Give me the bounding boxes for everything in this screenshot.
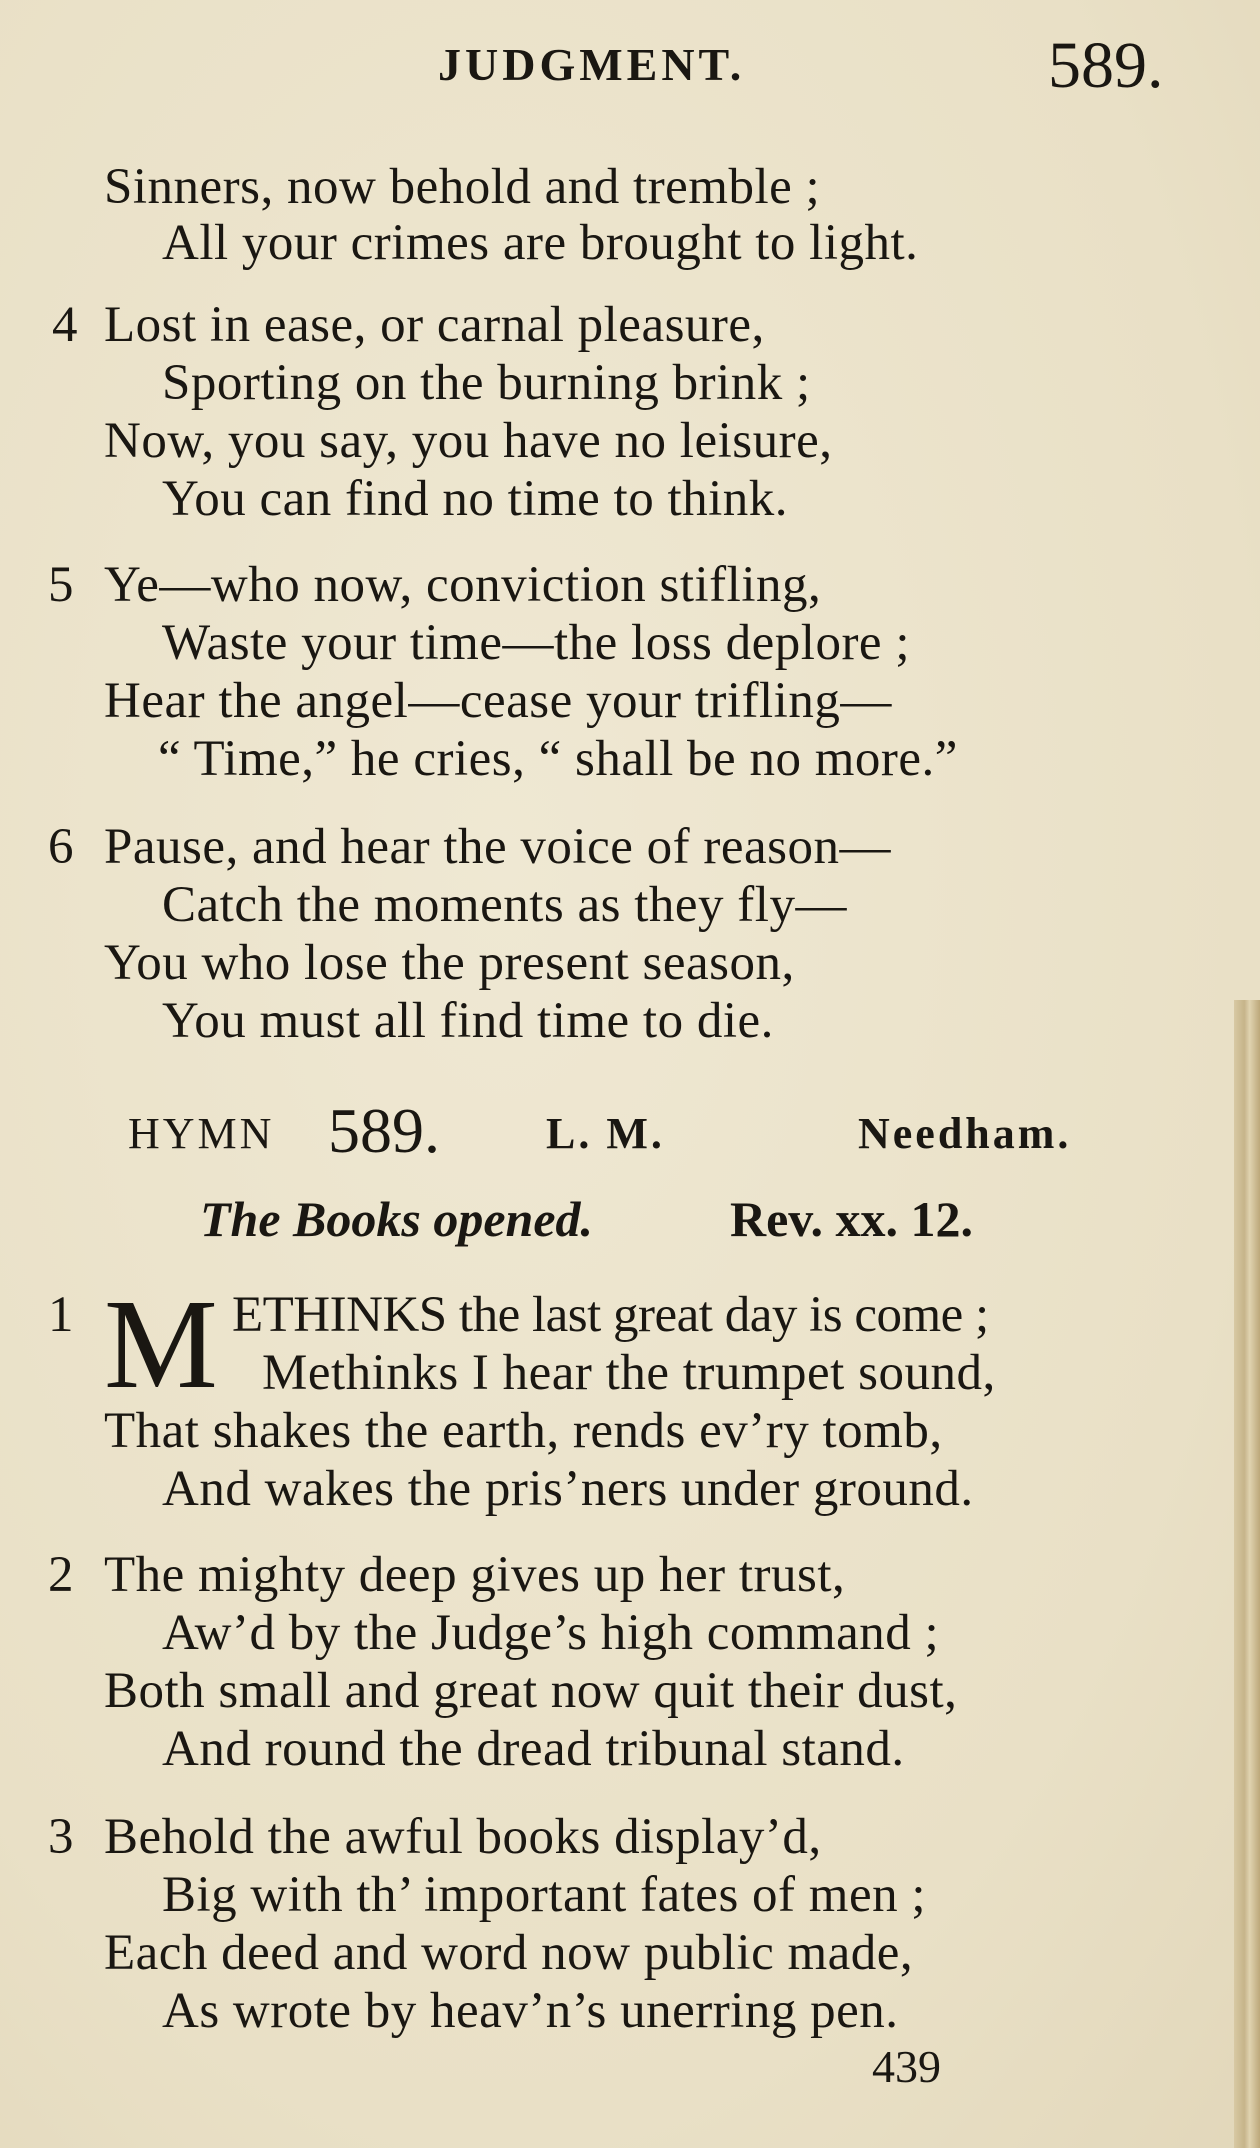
- hymn-tune: Needham.: [858, 1109, 1072, 1158]
- verse-line: ETHINKS the last great day is come ;: [232, 1287, 989, 1343]
- hymn-subtitle: The Books opened.: [200, 1191, 594, 1247]
- verse-line: Pause, and hear the voice of reason—: [104, 819, 891, 875]
- verse-line: Waste your time—the loss deplore ;: [162, 615, 910, 671]
- verse-line: You can find no time to think.: [162, 471, 789, 527]
- hymn-meter: L. M.: [546, 1109, 665, 1158]
- hymn-heading: [0, 1095, 1260, 1168]
- verse-line: Both small and great now quit their dust,: [104, 1663, 958, 1719]
- verse-line: Hear the angel—cease your trifling—: [104, 673, 892, 729]
- hymn-number: 589.: [328, 1095, 440, 1166]
- verse-line: Methinks I hear the trumpet sound,: [262, 1345, 996, 1401]
- verse-line: Sporting on the burning brink ;: [162, 355, 811, 411]
- verse-line: Sinners, now behold and tremble ;: [104, 159, 821, 215]
- running-head: JUDGMENT.: [438, 39, 746, 90]
- verse-line: As wrote by heav’n’s unerring pen.: [162, 1983, 899, 2039]
- verse-line: Big with th’ important fates of men ;: [162, 1867, 927, 1923]
- stanza-number: 3: [48, 1809, 74, 1865]
- page-header: [0, 30, 1260, 100]
- verse-line: You who lose the present season,: [104, 935, 795, 991]
- page-number: 589.: [1048, 29, 1164, 102]
- verse-line: The mighty deep gives up her trust,: [104, 1547, 846, 1603]
- verse-line: Behold the awful books display’d,: [104, 1809, 822, 1865]
- verse-line: Each deed and word now public made,: [104, 1925, 914, 1981]
- verse-line: “ Time,” he cries, “ shall be no more.”: [158, 731, 958, 787]
- verse-line: Catch the moments as they fly—: [162, 877, 847, 933]
- drop-cap: M: [104, 1273, 218, 1415]
- stanza-number: 6: [48, 819, 74, 875]
- page-edge: [1234, 1000, 1260, 2148]
- verse-line: That shakes the earth, rends ev’ry tomb,: [104, 1403, 943, 1459]
- verse-line: And wakes the pris’ners under ground.: [162, 1461, 974, 1517]
- verse-line: Lost in ease, or carnal pleasure,: [104, 297, 765, 353]
- scripture-reference: Rev. xx. 12.: [730, 1191, 974, 1247]
- verse-line: You must all find time to die.: [162, 993, 774, 1049]
- verse-line: Ye—who now, conviction stifling,: [104, 557, 822, 613]
- stanza-number: 1: [48, 1287, 74, 1343]
- stanza-number: 4: [52, 297, 78, 353]
- hymn-label: HYMN: [128, 1109, 275, 1158]
- signature-mark: 439: [872, 2041, 941, 2092]
- verse-line: All your crimes are brought to light.: [162, 215, 919, 271]
- verse-line: And round the dread tribunal stand.: [162, 1721, 905, 1777]
- stanza-number: 2: [48, 1547, 74, 1603]
- verse-line: Now, you say, you have no leisure,: [104, 413, 833, 469]
- verse-line: Aw’d by the Judge’s high command ;: [162, 1605, 940, 1661]
- stanza-number: 5: [48, 557, 74, 613]
